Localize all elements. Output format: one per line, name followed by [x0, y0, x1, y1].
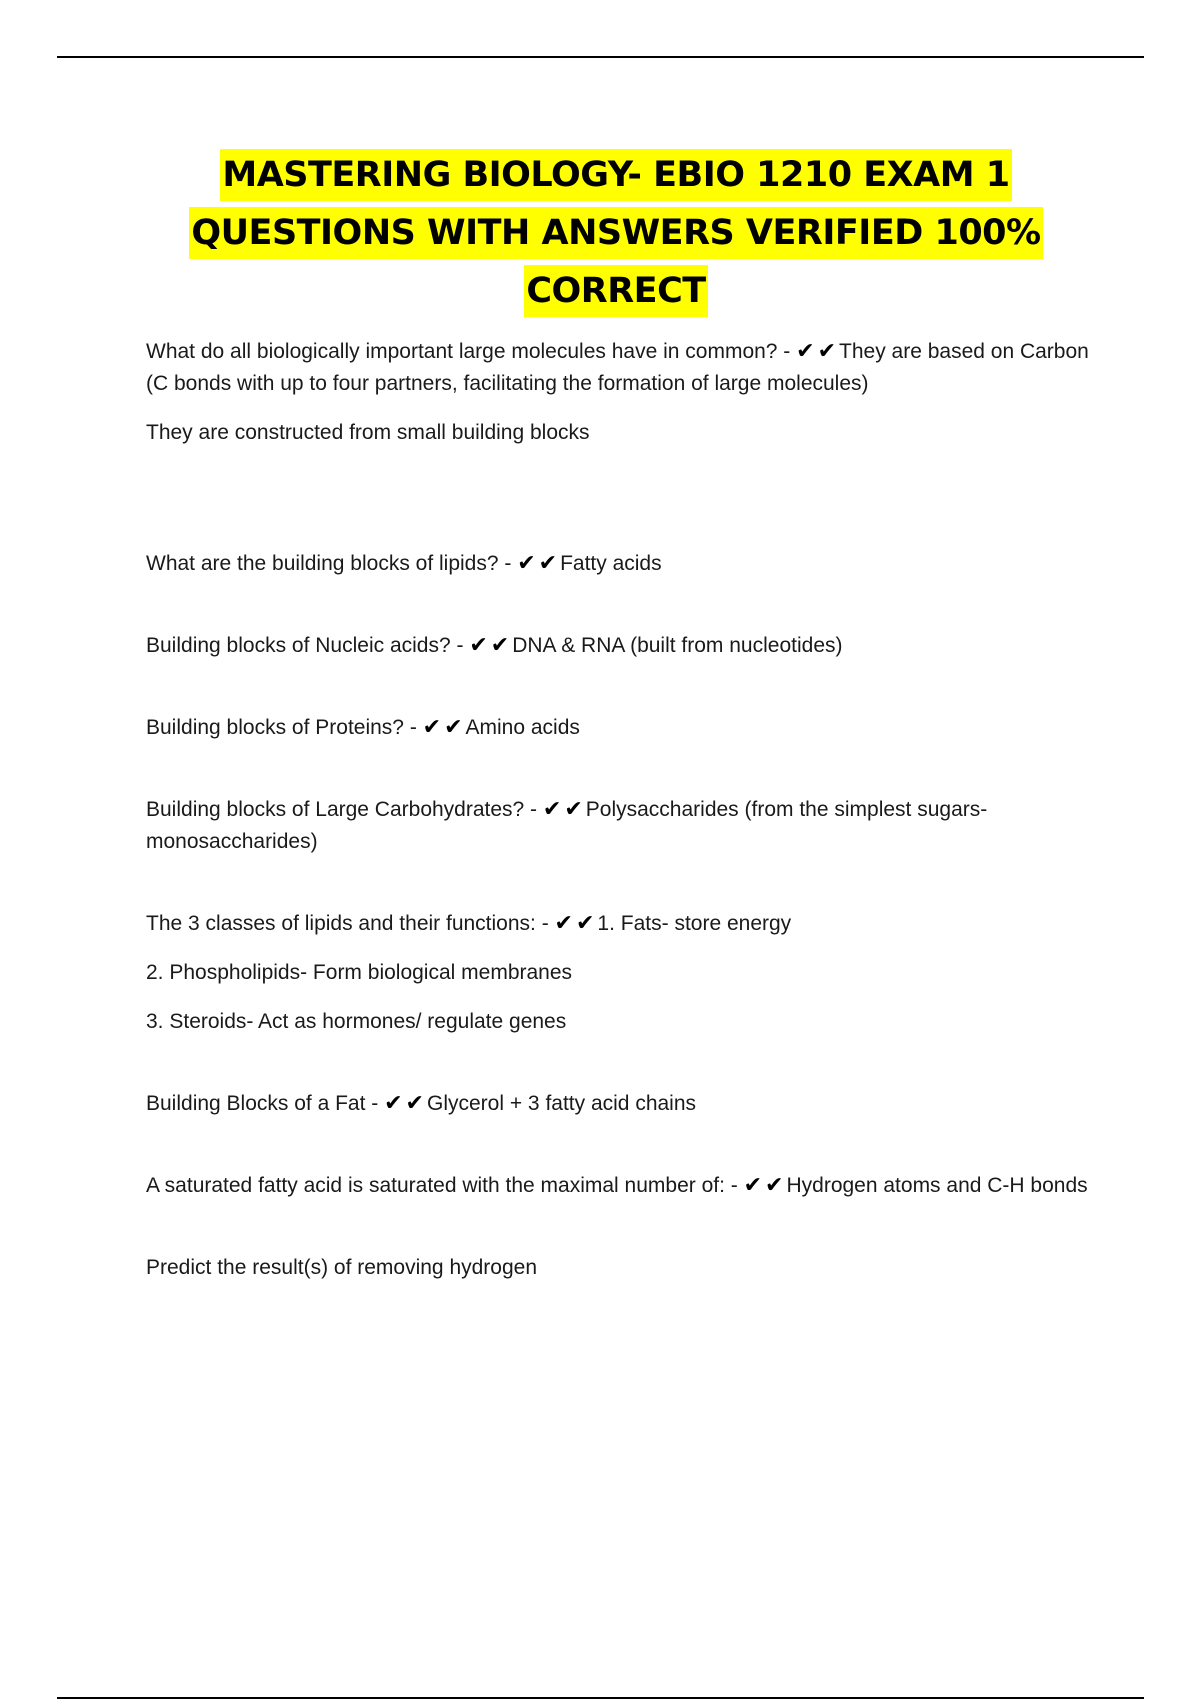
- qa-item: [146, 1088, 1096, 1120]
- answer-text: Hydrogen atoms and C-H bonds: [786, 1174, 1088, 1197]
- answer-text: They are based on Carbon (C bonds with up to four partners, facilitating the formation of large molecules): [146, 340, 1089, 395]
- qa-line: [146, 548, 1096, 580]
- question-text: Building blocks of Nucleic acids? -: [146, 634, 470, 657]
- qa-line: [146, 630, 1096, 662]
- answer-text: Amino acids: [465, 716, 580, 739]
- qa-line: [146, 1170, 1096, 1202]
- qa-line: [146, 336, 1096, 400]
- question-text: Predict the result(s) of removing hydrogen: [146, 1256, 538, 1279]
- qa-line: [146, 794, 1096, 858]
- qa-item: [146, 630, 1096, 662]
- qa-item: [146, 1170, 1096, 1202]
- question-text: Building blocks of Large Carbohydrates? -: [146, 798, 543, 821]
- answer-text: DNA & RNA (built from nucleotides): [512, 634, 843, 657]
- qa-line: [146, 1088, 1096, 1120]
- top-rule: [57, 56, 1144, 58]
- question-text: A saturated fatty acid is saturated with the maximal number of: -: [146, 1174, 744, 1197]
- double-check-icon: ✔✔: [469, 633, 513, 658]
- answer-continuation: 3. Steroids- Act as hormones/ regulate genes: [146, 1010, 567, 1033]
- double-check-icon: ✔✔: [554, 911, 598, 936]
- question-text: Building blocks of Proteins? -: [146, 716, 423, 739]
- double-check-icon: ✔✔: [517, 551, 561, 576]
- qa-content: [146, 336, 1096, 1301]
- qa-item: [146, 336, 1096, 449]
- answer-text: Glycerol + 3 fatty acid chains: [426, 1092, 697, 1115]
- qa-item: [146, 548, 1096, 580]
- qa-item: [146, 1252, 1096, 1284]
- question-text: Building Blocks of a Fat -: [146, 1092, 385, 1115]
- double-check-icon: ✔✔: [542, 797, 586, 822]
- bottom-rule: [57, 1697, 1144, 1699]
- qa-item: [146, 908, 1096, 1038]
- qa-line: [146, 712, 1096, 744]
- answer-text: Fatty acids: [560, 552, 662, 575]
- answer-continuation: 2. Phospholipids- Form biological membranes: [146, 961, 573, 984]
- title-highlight: MASTERING BIOLOGY- EBIO 1210 EXAM 1 QUESTIONS WITH ANSWERS VERIFIED 100% CORRECT: [189, 149, 1042, 317]
- double-check-icon: ✔✔: [743, 1173, 787, 1198]
- answer-text: Polysaccharides (from the simplest sugars- monosaccharides): [146, 798, 988, 853]
- qa-line: [146, 1252, 1096, 1284]
- qa-line: [146, 908, 1096, 940]
- double-check-icon: ✔✔: [422, 715, 466, 740]
- qa-item: [146, 712, 1096, 744]
- answer-text: 1. Fats- store energy: [597, 912, 792, 935]
- double-check-icon: ✔✔: [384, 1091, 427, 1116]
- double-check-icon: ✔✔: [796, 339, 840, 364]
- document-title: [120, 146, 1112, 320]
- question-text: The 3 classes of lipids and their functions: -: [146, 912, 555, 935]
- question-text: What do all biologically important large molecules have in common? -: [146, 340, 797, 363]
- answer-continuation: They are constructed from small building blocks: [146, 421, 590, 444]
- qa-item: [146, 794, 1096, 858]
- question-text: What are the building blocks of lipids? -: [146, 552, 518, 575]
